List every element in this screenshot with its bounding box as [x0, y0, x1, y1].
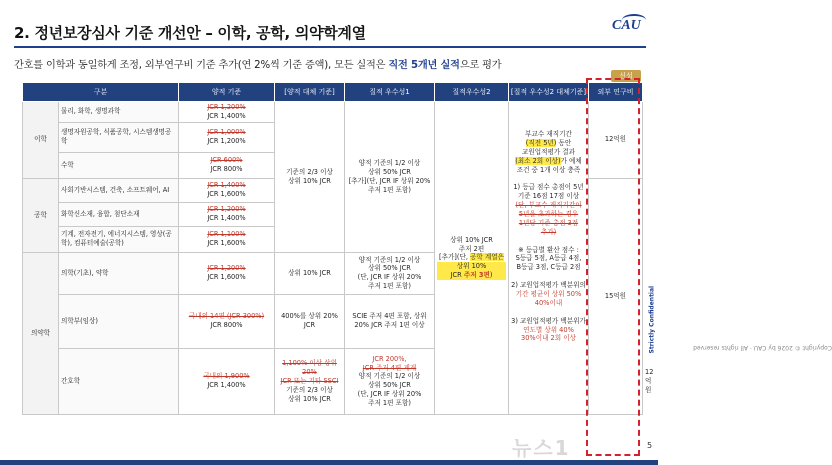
subtitle-before: 간호를 이학과 동일하게 조정, 외부연구비 기준 추가(연 2%씩 기준 증액), 모든 실적은 — [14, 60, 389, 71]
side-confidential: Strictly Confidential — [648, 285, 656, 354]
header-quantity-alt: [양적 대체 기준] — [275, 83, 345, 102]
row-quantity: 국내외 1,900% JCR 1,400% — [179, 348, 275, 414]
header-funding: 외부 연구비 — [589, 83, 643, 102]
page-number: 5 — [647, 441, 653, 450]
q1-med-clinical: SCIE 주저 4편 포함, 상위 20% JCR 주저 1편 이상 — [345, 294, 435, 348]
row-subject: 사회기반시스템, 건축, 소프트웨어, AI — [59, 178, 179, 202]
side-text — [646, 170, 832, 370]
table-row: 간호학 국내외 1,900% JCR 1,400% 1,100% 이상 상위 20% JCR 또는 기타 SSCI 기준의 2/3 이상 상위 10% JCR JCR 200%, JCR 주저 4편 게재 양적 기준의 1/2 이상 상위 50% JCR (단, JCR IF 상위 20% 주저 1편 포함) 12억원 — [23, 348, 643, 414]
header-quality1: 질적 우수성1 — [345, 83, 435, 102]
header-quality2: 질적우수성2 — [435, 83, 509, 102]
alt-med-basic: 상위 10% JCR — [275, 252, 345, 294]
header-quantity: 양적 기준 — [179, 83, 275, 102]
table-row — [23, 102, 643, 123]
title-rule — [14, 46, 646, 48]
row-quantity: 국내외 14편 (JCR 300%) JCR 800% — [179, 294, 275, 348]
group-engineering: 공학 — [23, 178, 59, 252]
q1-nursing: JCR 200%, JCR 주저 4편 게재 양적 기준의 1/2 이상 상위 50% JCR (단, JCR IF 상위 20% 주저 1편 포함) — [345, 348, 435, 414]
page-title: 2. 정년보장심사 기준 개선안 – 이학, 공학, 의약학계열 — [14, 24, 366, 42]
row-quantity: JCR 1,200% JCR 1,600% — [179, 252, 275, 294]
cau-logo: CAU — [612, 18, 641, 33]
side-copyright: Copyright © 2026 by CAU · All rights reserved — [693, 344, 832, 351]
alt-nursing: 1,100% 이상 상위 20% JCR 또는 기타 SSCI 기준의 2/3 이상 상위 10% JCR — [275, 348, 345, 414]
alt-sci-eng: 기준의 2/3 이상 상위 10% JCR — [275, 102, 345, 253]
funding-science: 12억원 — [589, 102, 643, 179]
row-subject: 의학(기초), 약학 — [59, 252, 179, 294]
row-quantity: JCR 1,000% JCR 1,200% — [179, 122, 275, 152]
subtitle-highlight: 직전 5개년 실적 — [388, 60, 460, 71]
q1-med-basic: 양적 기준의 1/2 이상 상위 50% JCR (단, JCR IF 상위 20% 주저 1편 포함) — [345, 252, 435, 294]
row-subject: 수학 — [59, 152, 179, 178]
q1-sci-eng: 양적 기준의 1/2 이상 상위 50% JCR [추가](단, JCR IF 상위 20% 주저 1편 포함) — [345, 102, 435, 253]
row-subject: 의학부(임상) — [59, 294, 179, 348]
group-medicine: 의약학 — [23, 252, 59, 414]
subtitle — [14, 56, 501, 71]
subtitle-after: 으로 평가 — [459, 60, 502, 71]
row-quantity: JCR 1,200% JCR 1,400% — [179, 102, 275, 123]
funding-eng-med: 15억원 — [589, 178, 643, 414]
watermark: 뉴스1 — [512, 436, 571, 460]
group-science: 이학 — [23, 102, 59, 179]
row-subject: 물리, 화학, 생명과학 — [59, 102, 179, 123]
header-category: 구분 — [23, 83, 179, 102]
row-subject: 간호학 — [59, 348, 179, 414]
header-row — [23, 83, 643, 102]
q2-cell: 상위 10% JCR 주저 2편 [추가](단, 공학 계열은 상위 10% JCR 주저 3편) — [435, 102, 509, 415]
row-quantity: JCR 600% JCR 800% — [179, 152, 275, 178]
row-subject: 기계, 전자전기, 에너지시스템, 영상(공학), 컴퓨터예술(공학) — [59, 226, 179, 252]
q2-alt-cell: 부교수 재직기간 (직전 5년) 동안 교원업적평가 결과 (최소 2회 이상)가 예체 조건 중 1개 이상 충족 1) 등급 점수 총점이 5년 기준 16점 17점 이상 (단, 부교수 재직기간이 5년을 초과하는 경우 1년당 기준 총점 3점 추가) ※ 등급별 환산 점수 : S등급 5점, A등급 4점, B등급 3점, C등급 2점 2) 교원업적평가 백분위의 기간 평균이 상위 50% 40%이내 3) 교원업적평가 백분위가 연도별 상위 40% 30%이내 2회 이상 — [509, 102, 589, 415]
header-quality2-alt: [질적 우수성2 대체기준] — [509, 83, 589, 102]
row-subject: 생명자원공학, 식품공학, 시스템생명공학 — [59, 122, 179, 152]
row-quantity: JCR 1,400% JCR 1,600% — [179, 178, 275, 202]
row-quantity: JCR 1,200% JCR 1,400% — [179, 202, 275, 226]
new-badge: 신설 — [611, 70, 641, 82]
bottom-bar — [0, 460, 658, 465]
alt-med-clinical: 400%를 상위 20% JCR — [275, 294, 345, 348]
row-subject: 화학신소재, 융합, 첨단소재 — [59, 202, 179, 226]
row-quantity: JCR 1,100% JCR 1,600% — [179, 226, 275, 252]
